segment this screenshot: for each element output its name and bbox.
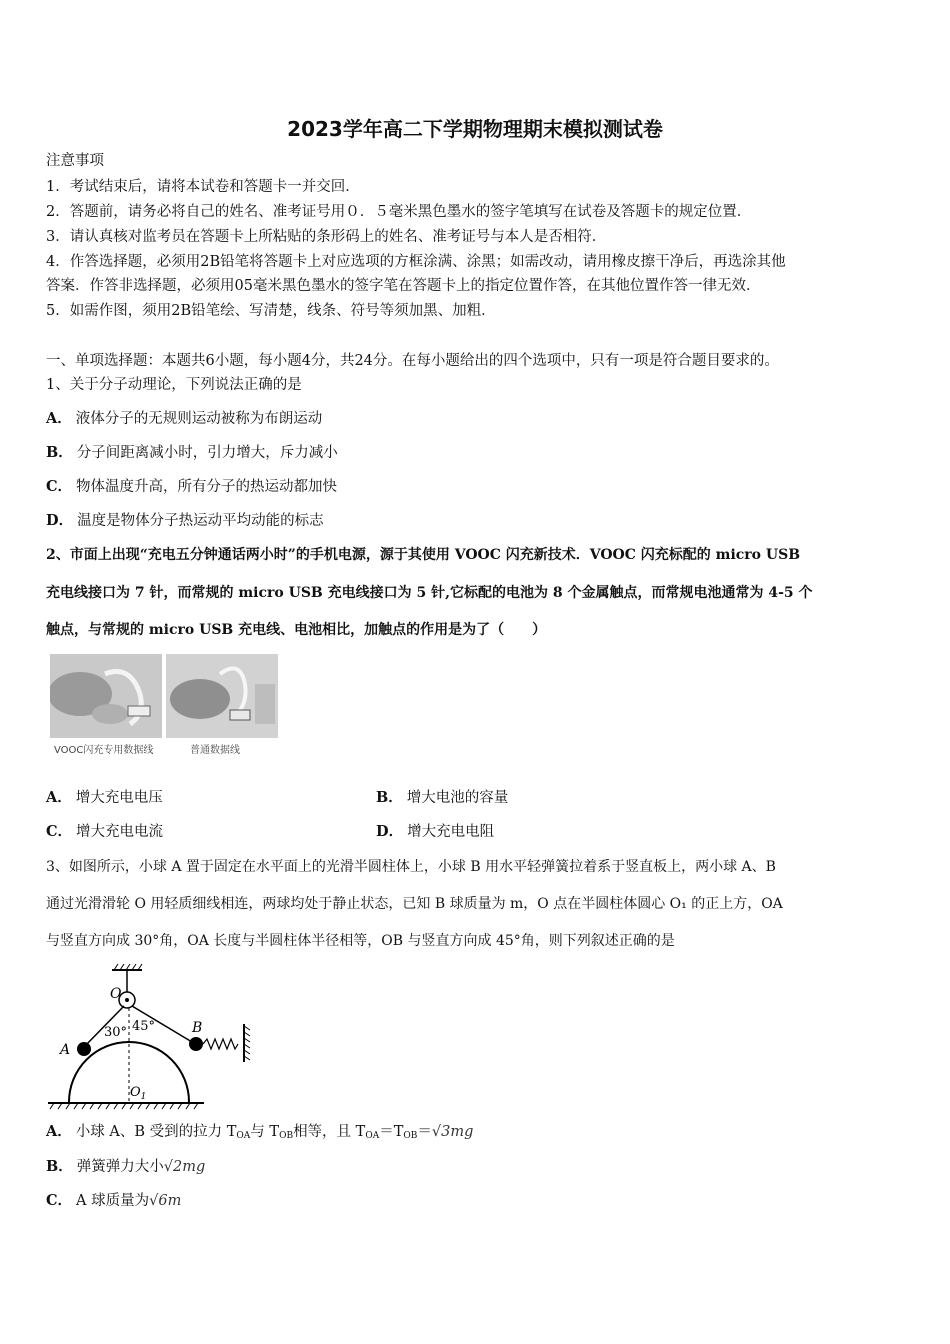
q2-option-d [376, 822, 494, 842]
question-3-stem: 与竖直方向成 30°角，OA 长度与半圆柱体半径相等，OB 与竖直方向成 45°角，则下列叙述正确的是 [46, 933, 675, 949]
option-label: B． [46, 444, 73, 461]
label-o: O [110, 986, 122, 1002]
notice-heading: 注意事项 [46, 153, 104, 169]
notice-item: 5．如需作图，须用2B铅笔绘、写清楚，线条、符号等须加黑、加粗． [46, 303, 496, 319]
option-label: A． [46, 410, 72, 427]
q1-option-a [46, 409, 322, 429]
question-2-stem: 触点，与常规的 micro USB 充电线、电池相比，加触点的作用是为了（ ） [46, 622, 547, 638]
option-label: A． [46, 1123, 72, 1140]
question-3-stem: 通过光滑滑轮 O 用轻质细线相连，两球均处于静止状态，已知 B 球质量为 m，O 点在半圆柱体圆心 O₁ 的正上方，OA [46, 896, 783, 912]
option-label: B． [46, 1158, 73, 1175]
option-label: D． [46, 512, 74, 529]
option-text: 增大充电电阻 [407, 824, 495, 840]
question-1-stem: 1、关于分子动理论，下列说法正确的是 [46, 377, 302, 393]
q3-option-b [46, 1157, 205, 1177]
option-label: A． [46, 789, 72, 806]
notice-item: 2．答题前，请务必将自己的姓名、准考证号用０．５毫米黑色墨水的签字笔填写在试卷及答题卡的规定位置． [46, 204, 752, 220]
notice-item: 答案．作答非选择题，必须用05毫米黑色墨水的签字笔在答题卡上的指定位置作答，在其他位置作答一律无效． [46, 278, 761, 294]
question-2-stem: 2、市面上出现“充电五分钟通话两小时”的手机电源，源于其使用 VOOC 闪充新技术．VOOC 闪充标配的 micro USB [46, 547, 801, 563]
option-label: B． [376, 789, 403, 806]
subscript: OA [365, 1131, 380, 1141]
subscript: OB [403, 1131, 418, 1141]
option-label: C． [46, 823, 73, 840]
option-text: 液体分子的无规则运动被称为布朗运动 [75, 411, 323, 427]
label-angle-45: 45° [132, 1019, 156, 1034]
math-expression: √6m [149, 1193, 182, 1209]
section-heading: 一、单项选择题：本题共6小题，每小题4分，共24分。在每小题给出的四个选项中，只有一项是符合题目要求的。 [46, 353, 779, 369]
notice-item: 4．作答选择题，必须用2B铅笔将答题卡上对应选项的方框涂满、涂黑；如需改动，请用橡皮擦干净后，再选涂其他 [46, 254, 786, 270]
option-text: 小球 A、B 受到的拉力 T [75, 1124, 237, 1140]
q2-option-c [46, 822, 163, 842]
q1-option-b [46, 443, 338, 463]
option-text: 增大充电电压 [75, 790, 163, 806]
notice-item: 1．考试结束后，请将本试卷和答题卡一并交回． [46, 179, 360, 195]
cable-photo [50, 654, 278, 758]
option-text: 与 T [250, 1124, 280, 1140]
caption-normal: 普通数据线 [190, 745, 240, 756]
option-text: 温度是物体分子热运动平均动能的标志 [77, 513, 324, 529]
option-label: D． [376, 823, 404, 840]
math-expression: √2mg [163, 1159, 206, 1175]
option-text: 分子间距离减小时，引力增大，斥力减小 [76, 445, 338, 461]
q1-option-d [46, 511, 324, 531]
label-angle-30: 30° [104, 1025, 128, 1040]
physics-diagram [44, 962, 264, 1112]
option-text: ＝T [379, 1124, 404, 1140]
math-expression: √3mg [431, 1124, 474, 1140]
option-text: 增大充电电流 [76, 824, 164, 840]
label-a: A [60, 1042, 71, 1058]
question-3-stem: 3、如图所示，小球 A 置于固定在水平面上的光滑半圆柱体上，小球 B 用水平轻弹簧拉着系于竖直板上，两小球 A、B [46, 859, 776, 875]
option-text: 弹簧弹力大小 [76, 1159, 164, 1175]
option-text: 增大电池的容量 [406, 790, 509, 806]
option-label: C． [46, 1192, 73, 1209]
q1-option-c [46, 477, 337, 497]
option-text: 相等，且 T [293, 1124, 366, 1140]
spring [203, 1039, 238, 1049]
option-text: ＝ [417, 1124, 432, 1140]
question-2-stem: 充电线接口为 7 针，而常规的 micro USB 充电线接口为 5 针,它标配的电池为 8 个金属触点，而常规电池通常为 4-5 个 [46, 585, 813, 601]
caption-vooc: VOOC闪充专用数据线 [54, 745, 154, 756]
q3-option-c [46, 1191, 181, 1211]
subscript: OA [236, 1131, 251, 1141]
option-text: 物体温度升高，所有分子的热运动都加快 [76, 479, 338, 495]
ball-b [189, 1037, 203, 1051]
page-title: 2023学年高二下学期物理期末模拟测试卷 [287, 117, 663, 141]
q2-option-b [376, 788, 508, 808]
subscript: OB [279, 1131, 294, 1141]
ball-a [77, 1042, 91, 1056]
notice-item: 3．请认真核对监考员在答题卡上所粘贴的条形码上的姓名、准考证号与本人是否相符． [46, 229, 607, 245]
label-b: B [192, 1020, 203, 1036]
label-o1: $O_1$ [130, 1085, 147, 1102]
q2-option-a [46, 788, 163, 808]
option-label: C． [46, 478, 73, 495]
option-text: A 球质量为 [76, 1193, 150, 1209]
q3-option-a [46, 1122, 473, 1146]
